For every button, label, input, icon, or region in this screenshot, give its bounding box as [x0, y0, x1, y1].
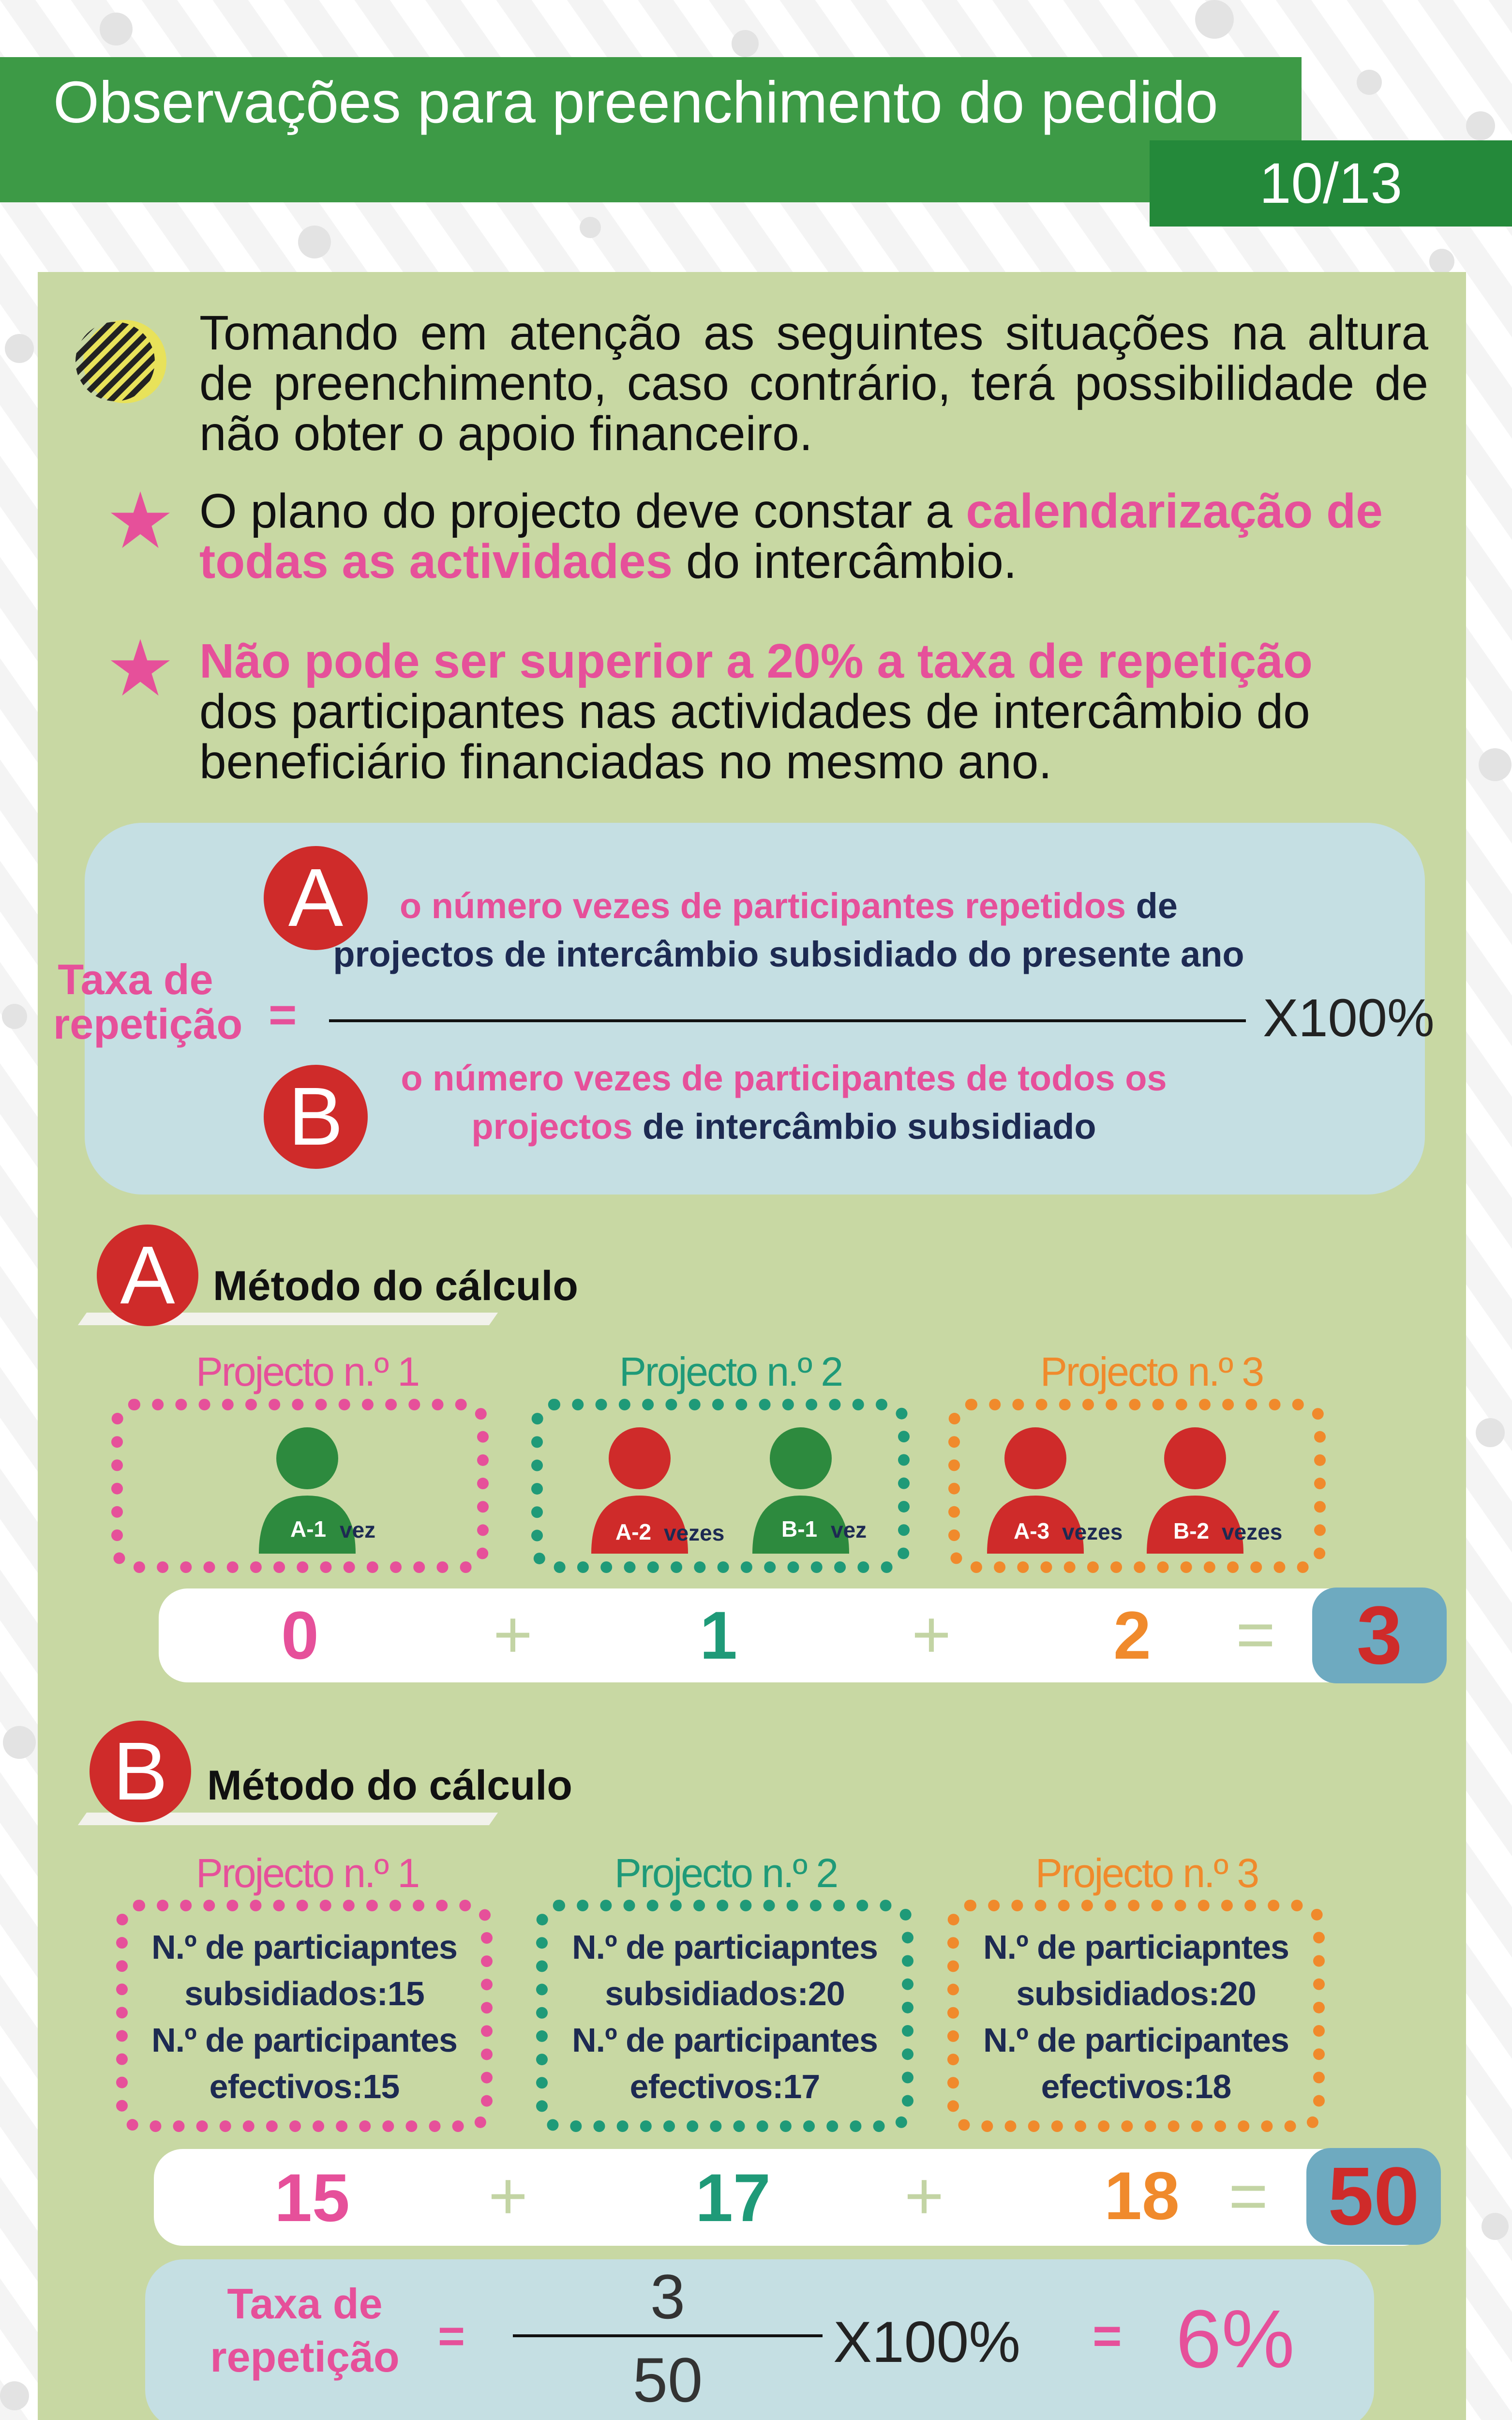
- result-equals-2: =: [1093, 2308, 1122, 2364]
- method-b-project-1-text: [131, 1924, 478, 2110]
- result-equals: =: [438, 2310, 465, 2362]
- person-label: A-2: [615, 1519, 652, 1544]
- person-times: vez: [831, 1517, 867, 1543]
- denominator-pink-2: projectos: [471, 1106, 633, 1147]
- fraction-line: [329, 1019, 1246, 1022]
- result-denominator: 50: [632, 2344, 703, 2415]
- badge-b: B: [264, 1065, 368, 1169]
- person-times: vezes: [1062, 1519, 1123, 1544]
- method-b-project-1-title: Projecto n.º 1: [195, 1850, 419, 1896]
- sum-value: 2: [1113, 1597, 1151, 1673]
- equals-sign: =: [1236, 1596, 1275, 1672]
- method-a-total: 3: [1312, 1588, 1447, 1683]
- person-label: A-3: [1014, 1518, 1050, 1543]
- badge-a: A: [264, 846, 368, 950]
- intro-text: Tomando em atenção as seguintes situações na altura de preenchimento, caso contrário, terá possibilidade de não obter o apoio financeiro.: [199, 306, 1428, 461]
- formula-equals: =: [269, 988, 297, 1042]
- method-a-title: Método do cálculo: [213, 1263, 578, 1309]
- result-multiplier: X100%: [833, 2310, 1020, 2375]
- plus-sign: +: [493, 1596, 533, 1672]
- denominator-pink-1: o número vezes de participantes de todos os: [401, 1058, 1167, 1098]
- sum-value: 1: [700, 1597, 737, 1673]
- method-b-badge: B: [90, 1721, 191, 1822]
- formula-numerator: [329, 882, 1248, 979]
- result-fraction-line: [513, 2334, 823, 2337]
- formula-label: [53, 955, 243, 1048]
- plus-sign: +: [904, 2158, 944, 2234]
- result-label-line2: repetição: [210, 2333, 400, 2381]
- result-label: [208, 2277, 402, 2384]
- method-b-project-2-title: Projecto n.º 2: [614, 1850, 838, 1896]
- method-a-project-2-box: [531, 1399, 910, 1573]
- box-line: efectivos:18: [1041, 2068, 1231, 2105]
- denominator-tail: de intercâmbio subsidiado: [632, 1106, 1096, 1147]
- box-line: subsidiados:20: [605, 1975, 845, 2012]
- rule-calendar-tail: do intercâmbio.: [673, 534, 1017, 589]
- page-title: Observações para preenchimento do pedido: [53, 69, 1218, 135]
- rule-repetition: [199, 636, 1438, 787]
- box-line: efectivos:15: [209, 2068, 400, 2105]
- numerator-pink: o número vezes de participantes repetidos: [400, 886, 1126, 926]
- box-line: subsidiados:20: [1016, 1975, 1256, 2012]
- formula-label-line1: Taxa de: [58, 955, 213, 1003]
- box-line: N.º de particiapntes: [151, 1928, 457, 1966]
- box-line: N.º de particiapntes: [983, 1928, 1289, 1966]
- rule-repetition-highlight: Não pode ser superior a 20% a taxa de repetição: [199, 634, 1313, 688]
- method-b-project-3-text: [962, 1924, 1310, 2110]
- box-line: N.º de participantes: [983, 2021, 1289, 2059]
- formula-multiplier: X100%: [1263, 988, 1435, 1048]
- method-a-badge: A: [97, 1225, 198, 1326]
- rule-calendar-highlight: calendarização de todas as actividades: [199, 484, 1383, 589]
- method-b-title: Método do cálculo: [207, 1762, 572, 1809]
- sum-value: 17: [695, 2160, 771, 2236]
- box-line: N.º de particiapntes: [572, 1928, 878, 1966]
- plus-sign: +: [488, 2158, 528, 2234]
- method-b-project-3-title: Projecto n.º 3: [1035, 1850, 1258, 1896]
- star-icon: [109, 636, 172, 699]
- rule-calendar: [199, 486, 1457, 587]
- method-a-project-1-title: Projecto n.º 1: [195, 1349, 419, 1394]
- box-line: subsidiados:15: [184, 1975, 424, 2012]
- sum-value: 15: [274, 2160, 350, 2236]
- rule-repetition-text: dos participantes nas actividades de intercâmbio do beneficiário financiadas no mesmo ano.: [199, 684, 1310, 789]
- star-icon: [109, 489, 172, 552]
- person-times: vezes: [1222, 1519, 1283, 1544]
- plus-sign: +: [912, 1596, 951, 1672]
- person-label: B-2: [1173, 1518, 1210, 1543]
- formula-label-line2: repetição: [53, 1000, 243, 1048]
- person-label: B-1: [781, 1516, 818, 1542]
- person-times: vezes: [664, 1520, 725, 1545]
- numerator-line2: projectos de intercâmbio subsidiado do presente ano: [333, 934, 1244, 974]
- rule-calendar-text: O plano do projecto deve constar a: [199, 484, 966, 538]
- method-a-project-2-title: Projecto n.º 2: [619, 1349, 842, 1394]
- page-number-badge: 10/13: [1150, 140, 1512, 227]
- method-b-total: 50: [1306, 2148, 1441, 2245]
- box-line: N.º de participantes: [572, 2021, 878, 2059]
- box-line: efectivos:17: [629, 2068, 820, 2105]
- equals-sign: =: [1228, 2158, 1268, 2234]
- method-a-project-3-title: Projecto n.º 3: [1040, 1349, 1263, 1394]
- method-b-project-2-text: [551, 1924, 899, 2110]
- result-label-line1: Taxa de: [227, 2280, 383, 2328]
- hatched-circle-icon: [68, 316, 174, 408]
- result-numerator: 3: [650, 2261, 686, 2332]
- sum-value: 18: [1104, 2158, 1180, 2234]
- result-value: 6%: [1176, 2293, 1295, 2385]
- person-times: vez: [340, 1517, 376, 1543]
- numerator-tail: de: [1126, 886, 1178, 926]
- formula-denominator: [358, 1054, 1210, 1151]
- sum-value: 0: [281, 1597, 319, 1673]
- box-line: N.º de participantes: [151, 2021, 457, 2059]
- person-label: A-1: [290, 1516, 327, 1542]
